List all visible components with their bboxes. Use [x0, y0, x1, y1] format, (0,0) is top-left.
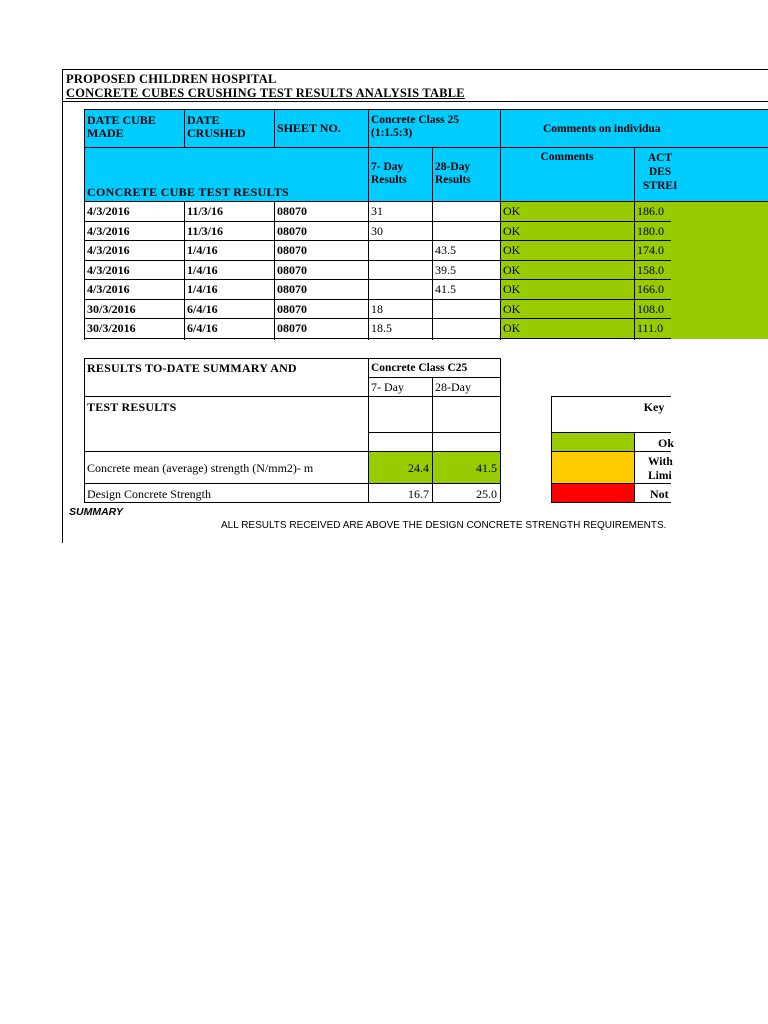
cell-date-made: 30/3/2016	[87, 321, 136, 335]
header-comments: Comments	[540, 151, 594, 163]
header-bottom-line	[84, 201, 768, 202]
cell-7-day: 31	[371, 204, 383, 218]
cell-date-crushed: 6/4/16	[187, 301, 218, 316]
header-section-title: CONCRETE CUBE TEST RESULTS	[87, 185, 289, 199]
cell-comment: OK	[503, 262, 521, 277]
col-line	[84, 109, 85, 340]
key-label-ok: Ok	[658, 436, 675, 450]
key-line	[551, 483, 671, 484]
header-concrete-class: Concrete Class 25 (1:1.5:3)	[371, 114, 459, 139]
col-line	[184, 201, 185, 340]
key-title: Key	[643, 400, 665, 414]
cell-28-day: 41.5	[435, 282, 456, 296]
row-line	[84, 221, 671, 222]
cell-28-day	[432, 301, 500, 305]
summary-line	[368, 358, 369, 502]
cell-actual-strength: 158.0	[637, 262, 664, 277]
summary-line	[84, 502, 500, 503]
key-label-within-limits: With Limi	[648, 456, 673, 482]
frame-top-line	[62, 69, 768, 70]
cell-28-day: 39.5	[435, 262, 456, 277]
cell-comment: OK	[503, 243, 521, 257]
cell-actual-strength: 180.0	[637, 223, 664, 238]
cell-sheet-no: 08070	[277, 204, 307, 218]
header-date-crushed: DATE CRUSHED	[187, 113, 246, 140]
cell-date-made: 4/3/2016	[87, 223, 130, 238]
row-line	[84, 260, 671, 261]
cell-comment: OK	[503, 301, 521, 316]
cell-sheet-no: 08070	[277, 262, 307, 277]
cell-sheet-no: 08070	[277, 301, 307, 316]
cell-date-crushed: 1/4/16	[187, 262, 218, 277]
cell-date-made: 4/3/2016	[87, 204, 130, 218]
row-line	[84, 318, 671, 319]
cell-comment: OK	[503, 282, 521, 296]
cell-comment: OK	[503, 321, 521, 335]
header-date-made: DATE CUBE MADE	[87, 113, 156, 140]
header-7-day: 7- Day Results	[371, 161, 407, 186]
row-line	[84, 338, 671, 339]
summary-line	[84, 358, 500, 359]
cell-date-made: 4/3/2016	[87, 262, 130, 277]
summary-line	[432, 377, 433, 502]
cell-date-crushed: 1/4/16	[187, 243, 218, 257]
row-line	[84, 240, 671, 241]
project-title: PROPOSED CHILDREN HOSPITAL	[66, 72, 277, 86]
cell-28-day	[432, 203, 500, 207]
key-line	[551, 396, 671, 397]
cell-actual-strength: 111.0	[637, 321, 664, 335]
frame-left-line	[62, 69, 63, 543]
cell-date-crushed: 6/4/16	[187, 321, 218, 335]
col-line	[500, 109, 501, 340]
summary-class-label: Concrete Class C25	[371, 362, 468, 374]
col-line	[184, 109, 185, 147]
table-title: CONCRETE CUBES CRUSHING TEST RESULTS ANALYSIS TABLE	[66, 86, 465, 100]
key-line	[551, 396, 552, 502]
cell-28-day: 43.5	[435, 243, 456, 257]
key-swatch-not	[551, 483, 634, 502]
cell-28-day	[432, 320, 500, 324]
cell-date-made: 30/3/2016	[87, 301, 136, 316]
cell-actual-strength: 108.0	[637, 301, 664, 316]
summary-28-day-label: 28-Day	[435, 380, 471, 394]
key-line	[551, 451, 671, 452]
key-swatch-within-limits	[551, 451, 634, 483]
row-line	[84, 299, 671, 300]
summary-line	[368, 377, 500, 378]
mean-7-day-value: 24.4	[408, 461, 429, 475]
summary-line	[84, 358, 85, 502]
cell-date-crushed: 11/3/16	[187, 204, 224, 218]
cell-7-day: 18	[371, 301, 383, 316]
col-line	[368, 109, 369, 340]
summary-label: SUMMARY	[69, 506, 124, 518]
row-line	[84, 279, 671, 280]
key-line	[551, 502, 671, 503]
header-comments-individual: Comments on individua	[543, 123, 661, 135]
cell-date-crushed: 1/4/16	[187, 282, 218, 296]
col-line	[274, 109, 275, 147]
summary-line	[368, 432, 500, 433]
cell-actual-strength: 166.0	[637, 282, 664, 296]
cell-date-made: 4/3/2016	[87, 243, 130, 257]
mean-strength-label: Concrete mean (average) strength (N/mm2)- m	[87, 461, 314, 475]
col-line	[432, 147, 433, 340]
cell-sheet-no: 08070	[277, 282, 307, 296]
cell-actual-strength: 174.0	[637, 243, 664, 257]
summary-test-results: TEST RESULTS	[87, 400, 177, 414]
design-7-day-value: 16.7	[408, 487, 429, 501]
header-28-day: 28-Day Results	[435, 161, 471, 186]
summary-line	[84, 483, 500, 484]
summary-7-day-label: 7- Day	[371, 380, 404, 394]
summary-heading: RESULTS TO-DATE SUMMARY AND	[87, 361, 297, 375]
cell-sheet-no: 08070	[277, 223, 307, 238]
header-actual-design-strength: ACT DES STREI	[643, 152, 678, 192]
key-line	[634, 432, 635, 502]
header-sheet-no: SHEET NO.	[277, 121, 341, 135]
key-label-not: Not	[650, 487, 669, 501]
cell-7-day: 18.5	[371, 321, 392, 335]
design-strength-label: Design Concrete Strength	[87, 487, 211, 501]
summary-text: ALL RESULTS RECEIVED ARE ABOVE THE DESIGN CONCRETE STRENGTH REQUIREMENTS.	[221, 520, 667, 531]
mean-28-day-value: 41.5	[476, 461, 497, 475]
cell-28-day	[432, 223, 500, 227]
title-bottom-line	[62, 101, 768, 102]
cell-comment: OK	[503, 204, 521, 218]
summary-line	[84, 451, 500, 452]
cell-comment: OK	[503, 223, 521, 238]
key-line	[551, 432, 671, 433]
cell-date-crushed: 11/3/16	[187, 223, 224, 238]
header-top-line	[84, 109, 768, 110]
cell-7-day	[368, 281, 432, 285]
cell-7-day	[368, 242, 432, 246]
design-28-day-value: 25.0	[476, 487, 497, 501]
cell-date-made: 4/3/2016	[87, 282, 130, 296]
key-swatch-ok	[551, 432, 634, 451]
header-mid-line	[84, 147, 768, 148]
cell-sheet-no: 08070	[277, 321, 307, 335]
cell-actual-strength: 186.0	[637, 204, 664, 218]
cell-sheet-no: 08070	[277, 243, 307, 257]
cell-7-day	[368, 262, 432, 266]
summary-line	[84, 396, 500, 397]
summary-line	[500, 358, 501, 502]
col-line	[274, 201, 275, 340]
cell-7-day: 30	[371, 223, 383, 238]
col-line	[634, 147, 635, 340]
